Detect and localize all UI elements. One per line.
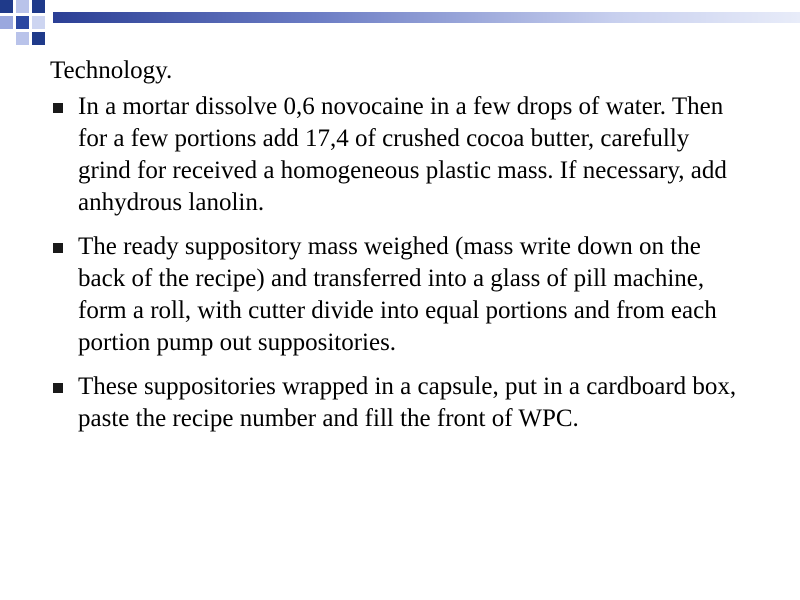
bullet-text: In a mortar dissolve 0,6 novocaine in a few drops of water. Then for a few portions add 17,4 of crushed cocoa butter, carefully grind for received a homogeneous plastic mass. If necessary, add anhydrous lanolin. — [78, 93, 727, 216]
top-decor-bar — [53, 12, 800, 23]
decor-square — [0, 0, 13, 13]
decor-square — [32, 0, 45, 13]
slide-heading: Technology. — [50, 57, 173, 84]
square-bullet-icon — [53, 103, 63, 113]
decor-square — [16, 0, 29, 13]
decor-square — [0, 16, 13, 29]
bullet-item — [48, 91, 748, 219]
decor-square — [32, 16, 45, 29]
bullet-item — [48, 371, 748, 435]
decor-square — [16, 32, 29, 45]
square-bullet-icon — [53, 243, 63, 253]
square-bullet-icon — [53, 383, 63, 393]
slide-content — [48, 55, 748, 447]
bullet-text: These suppositories wrapped in a capsule, put in a cardboard box, paste the recipe number and fill the front of WPC. — [78, 373, 737, 432]
decor-square — [32, 32, 45, 45]
decor-square — [16, 16, 29, 29]
bullet-item — [48, 231, 748, 359]
bullet-list — [48, 91, 748, 435]
bullet-text: The ready suppository mass weighed (mass write down on the back of the recipe) and transferred into a glass of pill machine, form a roll, with cutter divide into equal portions and from each portion pump out suppositories. — [78, 233, 717, 356]
